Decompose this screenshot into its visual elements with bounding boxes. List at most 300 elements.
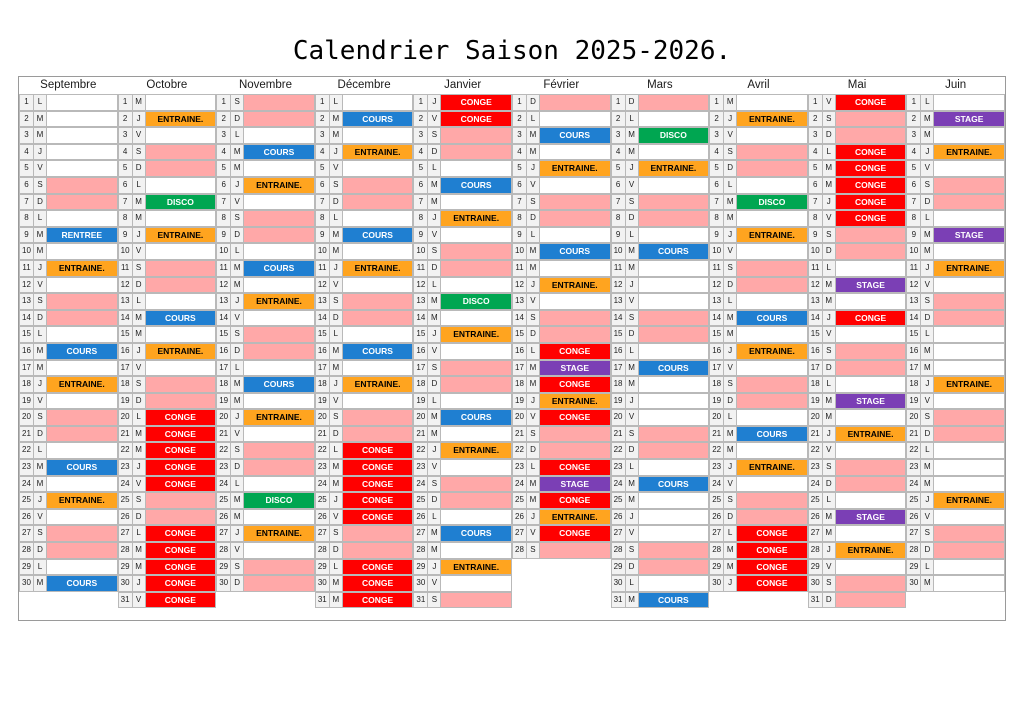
day-event-cell[interactable] — [47, 525, 118, 542]
day-event-cell[interactable] — [737, 144, 808, 161]
day-event-cell[interactable] — [836, 326, 907, 343]
day-event-cell[interactable]: COURS — [244, 376, 315, 393]
day-event-cell[interactable] — [244, 393, 315, 410]
day-event-cell[interactable] — [836, 260, 907, 277]
day-event-cell[interactable]: STAGE — [836, 393, 907, 410]
day-event-cell[interactable]: CONGE — [836, 94, 907, 111]
day-event-cell[interactable] — [639, 94, 710, 111]
day-event-cell[interactable] — [47, 310, 118, 327]
day-event-cell[interactable] — [934, 542, 1005, 559]
day-event-cell[interactable]: ENTRAINE. — [47, 492, 118, 509]
day-event-cell[interactable]: STAGE — [934, 227, 1005, 244]
day-event-cell[interactable]: COURS — [441, 177, 512, 194]
day-event-cell[interactable] — [836, 442, 907, 459]
day-event-cell[interactable] — [737, 94, 808, 111]
day-event-cell[interactable]: CONGE — [540, 376, 611, 393]
day-event-cell[interactable]: CONGE — [540, 409, 611, 426]
day-event-cell[interactable]: COURS — [47, 343, 118, 360]
day-event-cell[interactable] — [244, 542, 315, 559]
day-event-cell[interactable]: COURS — [343, 227, 414, 244]
day-event-cell[interactable] — [244, 94, 315, 111]
day-event-cell[interactable] — [244, 509, 315, 526]
day-event-cell[interactable]: CONGE — [441, 111, 512, 128]
day-event-cell[interactable]: ENTRAINE. — [737, 459, 808, 476]
day-event-cell[interactable] — [343, 293, 414, 310]
day-event-cell[interactable] — [737, 210, 808, 227]
day-event-cell[interactable] — [639, 293, 710, 310]
day-event-cell[interactable] — [343, 310, 414, 327]
day-event-cell[interactable] — [836, 111, 907, 128]
day-event-cell[interactable] — [639, 277, 710, 294]
day-event-cell[interactable]: ENTRAINE. — [47, 260, 118, 277]
day-event-cell[interactable] — [146, 94, 217, 111]
day-event-cell[interactable] — [47, 177, 118, 194]
day-event-cell[interactable]: COURS — [639, 592, 710, 609]
day-event-cell[interactable]: STAGE — [836, 277, 907, 294]
day-event-cell[interactable]: CONGE — [343, 559, 414, 576]
day-event-cell[interactable] — [639, 459, 710, 476]
day-event-cell[interactable] — [639, 575, 710, 592]
day-event-cell[interactable] — [146, 277, 217, 294]
day-event-cell[interactable] — [540, 210, 611, 227]
day-event-cell[interactable] — [244, 277, 315, 294]
day-event-cell[interactable]: DISCO — [737, 194, 808, 211]
day-event-cell[interactable]: COURS — [441, 409, 512, 426]
day-event-cell[interactable]: ENTRAINE. — [343, 260, 414, 277]
day-event-cell[interactable] — [146, 127, 217, 144]
day-event-cell[interactable] — [836, 409, 907, 426]
day-event-cell[interactable] — [836, 227, 907, 244]
day-event-cell[interactable] — [836, 243, 907, 260]
day-event-cell[interactable] — [737, 393, 808, 410]
day-event-cell[interactable] — [47, 326, 118, 343]
day-event-cell[interactable] — [934, 592, 1005, 609]
day-event-cell[interactable] — [836, 360, 907, 377]
day-event-cell[interactable] — [343, 94, 414, 111]
day-event-cell[interactable]: COURS — [47, 459, 118, 476]
day-event-cell[interactable] — [441, 343, 512, 360]
day-event-cell[interactable] — [343, 542, 414, 559]
day-event-cell[interactable] — [441, 592, 512, 609]
day-event-cell[interactable] — [441, 459, 512, 476]
day-event-cell[interactable]: DISCO — [639, 127, 710, 144]
day-event-cell[interactable] — [639, 426, 710, 443]
day-event-cell[interactable] — [441, 376, 512, 393]
day-event-cell[interactable] — [836, 492, 907, 509]
day-event-cell[interactable]: ENTRAINE. — [540, 160, 611, 177]
day-event-cell[interactable]: CONGE — [540, 492, 611, 509]
day-event-cell[interactable]: CONGE — [343, 442, 414, 459]
day-event-cell[interactable]: CONGE — [146, 476, 217, 493]
day-event-cell[interactable]: ENTRAINE. — [441, 442, 512, 459]
day-event-cell[interactable] — [639, 509, 710, 526]
day-event-cell[interactable]: CONGE — [836, 144, 907, 161]
day-event-cell[interactable] — [737, 293, 808, 310]
day-event-cell[interactable] — [934, 310, 1005, 327]
day-event-cell[interactable]: CONGE — [540, 459, 611, 476]
day-event-cell[interactable] — [639, 393, 710, 410]
day-event-cell[interactable] — [934, 409, 1005, 426]
day-event-cell[interactable]: ENTRAINE. — [836, 542, 907, 559]
day-event-cell[interactable] — [47, 144, 118, 161]
day-event-cell[interactable]: COURS — [343, 111, 414, 128]
day-event-cell[interactable]: ENTRAINE. — [146, 111, 217, 128]
day-event-cell[interactable] — [244, 459, 315, 476]
day-event-cell[interactable] — [540, 442, 611, 459]
day-event-cell[interactable] — [737, 509, 808, 526]
day-event-cell[interactable] — [146, 376, 217, 393]
day-event-cell[interactable] — [146, 144, 217, 161]
day-event-cell[interactable] — [47, 127, 118, 144]
day-event-cell[interactable]: CONGE — [343, 592, 414, 609]
day-event-cell[interactable]: ENTRAINE. — [441, 559, 512, 576]
day-event-cell[interactable]: CONGE — [343, 492, 414, 509]
day-event-cell[interactable] — [244, 426, 315, 443]
day-event-cell[interactable] — [244, 360, 315, 377]
day-event-cell[interactable]: CONGE — [737, 525, 808, 542]
day-event-cell[interactable] — [146, 260, 217, 277]
day-event-cell[interactable] — [343, 393, 414, 410]
day-event-cell[interactable] — [441, 277, 512, 294]
day-event-cell[interactable] — [441, 492, 512, 509]
day-event-cell[interactable] — [639, 326, 710, 343]
day-event-cell[interactable] — [146, 293, 217, 310]
day-event-cell[interactable]: ENTRAINE. — [639, 160, 710, 177]
day-event-cell[interactable] — [244, 592, 315, 609]
day-event-cell[interactable] — [441, 509, 512, 526]
day-event-cell[interactable]: COURS — [639, 360, 710, 377]
day-event-cell[interactable]: COURS — [639, 243, 710, 260]
day-event-cell[interactable] — [441, 260, 512, 277]
day-event-cell[interactable] — [639, 542, 710, 559]
day-event-cell[interactable]: COURS — [244, 260, 315, 277]
day-event-cell[interactable] — [441, 127, 512, 144]
day-event-cell[interactable]: ENTRAINE. — [934, 144, 1005, 161]
day-event-cell[interactable] — [540, 293, 611, 310]
day-event-cell[interactable] — [47, 559, 118, 576]
day-event-cell[interactable] — [639, 559, 710, 576]
day-event-cell[interactable]: DISCO — [441, 293, 512, 310]
day-event-cell[interactable] — [540, 144, 611, 161]
day-event-cell[interactable] — [639, 144, 710, 161]
day-event-cell[interactable]: COURS — [244, 144, 315, 161]
day-event-cell[interactable] — [441, 426, 512, 443]
day-event-cell[interactable] — [737, 492, 808, 509]
day-event-cell[interactable]: CONGE — [146, 592, 217, 609]
day-event-cell[interactable]: ENTRAINE. — [737, 343, 808, 360]
day-event-cell[interactable] — [737, 260, 808, 277]
day-event-cell[interactable] — [836, 376, 907, 393]
day-event-cell[interactable] — [146, 492, 217, 509]
day-event-cell[interactable]: CONGE — [737, 542, 808, 559]
day-event-cell[interactable] — [244, 111, 315, 128]
day-event-cell[interactable]: ENTRAINE. — [244, 525, 315, 542]
day-event-cell[interactable] — [146, 243, 217, 260]
day-event-cell[interactable] — [934, 559, 1005, 576]
day-event-cell[interactable] — [737, 409, 808, 426]
day-event-cell[interactable] — [441, 194, 512, 211]
day-event-cell[interactable]: COURS — [737, 310, 808, 327]
day-event-cell[interactable] — [244, 476, 315, 493]
day-event-cell[interactable] — [737, 160, 808, 177]
day-event-cell[interactable] — [737, 442, 808, 459]
day-event-cell[interactable]: COURS — [441, 525, 512, 542]
day-event-cell[interactable] — [244, 575, 315, 592]
day-event-cell[interactable] — [343, 177, 414, 194]
day-event-cell[interactable]: CONGE — [146, 525, 217, 542]
day-event-cell[interactable] — [244, 442, 315, 459]
day-event-cell[interactable] — [934, 442, 1005, 459]
day-event-cell[interactable] — [639, 376, 710, 393]
day-event-cell[interactable] — [934, 293, 1005, 310]
day-event-cell[interactable] — [47, 243, 118, 260]
day-event-cell[interactable] — [146, 393, 217, 410]
day-event-cell[interactable]: STAGE — [934, 111, 1005, 128]
day-event-cell[interactable]: ENTRAINE. — [737, 111, 808, 128]
day-event-cell[interactable]: ENTRAINE. — [836, 426, 907, 443]
day-event-cell[interactable] — [639, 310, 710, 327]
day-event-cell[interactable] — [47, 360, 118, 377]
day-event-cell[interactable]: CONGE — [146, 442, 217, 459]
day-event-cell[interactable] — [934, 426, 1005, 443]
day-event-cell[interactable] — [343, 194, 414, 211]
day-event-cell[interactable] — [836, 559, 907, 576]
day-event-cell[interactable] — [343, 409, 414, 426]
day-event-cell[interactable] — [639, 111, 710, 128]
day-event-cell[interactable]: ENTRAINE. — [540, 509, 611, 526]
day-event-cell[interactable] — [47, 426, 118, 443]
day-event-cell[interactable] — [47, 476, 118, 493]
day-event-cell[interactable] — [737, 360, 808, 377]
day-event-cell[interactable] — [737, 177, 808, 194]
day-event-cell[interactable]: CONGE — [737, 575, 808, 592]
day-event-cell[interactable]: STAGE — [540, 360, 611, 377]
day-event-cell[interactable] — [540, 310, 611, 327]
day-event-cell[interactable] — [47, 393, 118, 410]
day-event-cell[interactable] — [836, 459, 907, 476]
day-event-cell[interactable] — [441, 144, 512, 161]
day-event-cell[interactable] — [540, 326, 611, 343]
day-event-cell[interactable]: COURS — [540, 127, 611, 144]
day-event-cell[interactable] — [639, 260, 710, 277]
day-event-cell[interactable] — [639, 409, 710, 426]
day-event-cell[interactable]: ENTRAINE. — [441, 210, 512, 227]
day-event-cell[interactable] — [343, 525, 414, 542]
day-event-cell[interactable]: ENTRAINE. — [244, 177, 315, 194]
day-event-cell[interactable] — [343, 210, 414, 227]
day-event-cell[interactable] — [343, 326, 414, 343]
day-event-cell[interactable]: ENTRAINE. — [934, 260, 1005, 277]
day-event-cell[interactable]: CONGE — [737, 559, 808, 576]
day-event-cell[interactable] — [540, 227, 611, 244]
day-event-cell[interactable] — [441, 227, 512, 244]
day-event-cell[interactable]: ENTRAINE. — [540, 393, 611, 410]
day-event-cell[interactable] — [737, 592, 808, 609]
day-event-cell[interactable] — [639, 194, 710, 211]
day-event-cell[interactable] — [737, 243, 808, 260]
day-event-cell[interactable] — [836, 293, 907, 310]
day-event-cell[interactable] — [441, 160, 512, 177]
day-event-cell[interactable] — [441, 393, 512, 410]
day-event-cell[interactable] — [540, 260, 611, 277]
day-event-cell[interactable] — [737, 476, 808, 493]
day-event-cell[interactable] — [540, 592, 611, 609]
day-event-cell[interactable] — [934, 525, 1005, 542]
day-event-cell[interactable] — [639, 442, 710, 459]
day-event-cell[interactable] — [244, 227, 315, 244]
day-event-cell[interactable]: CONGE — [540, 525, 611, 542]
day-event-cell[interactable] — [934, 94, 1005, 111]
day-event-cell[interactable] — [244, 160, 315, 177]
day-event-cell[interactable] — [737, 326, 808, 343]
day-event-cell[interactable] — [540, 111, 611, 128]
day-event-cell[interactable] — [540, 559, 611, 576]
day-event-cell[interactable]: CONGE — [343, 476, 414, 493]
day-event-cell[interactable] — [343, 243, 414, 260]
day-event-cell[interactable] — [47, 409, 118, 426]
day-event-cell[interactable] — [934, 575, 1005, 592]
day-event-cell[interactable] — [47, 194, 118, 211]
day-event-cell[interactable] — [934, 243, 1005, 260]
day-event-cell[interactable] — [47, 542, 118, 559]
day-event-cell[interactable] — [639, 343, 710, 360]
day-event-cell[interactable] — [639, 227, 710, 244]
day-event-cell[interactable] — [540, 94, 611, 111]
day-event-cell[interactable] — [244, 343, 315, 360]
day-event-cell[interactable] — [934, 277, 1005, 294]
day-event-cell[interactable]: CONGE — [343, 509, 414, 526]
day-event-cell[interactable] — [639, 525, 710, 542]
day-event-cell[interactable] — [934, 459, 1005, 476]
day-event-cell[interactable] — [836, 127, 907, 144]
day-event-cell[interactable] — [934, 509, 1005, 526]
day-event-cell[interactable] — [244, 559, 315, 576]
day-event-cell[interactable] — [639, 492, 710, 509]
day-event-cell[interactable] — [540, 426, 611, 443]
day-event-cell[interactable] — [639, 210, 710, 227]
day-event-cell[interactable]: COURS — [146, 310, 217, 327]
day-event-cell[interactable] — [836, 476, 907, 493]
day-event-cell[interactable]: CONGE — [146, 575, 217, 592]
day-event-cell[interactable] — [540, 194, 611, 211]
day-event-cell[interactable]: ENTRAINE. — [737, 227, 808, 244]
day-event-cell[interactable] — [836, 343, 907, 360]
day-event-cell[interactable] — [343, 160, 414, 177]
day-event-cell[interactable]: ENTRAINE. — [934, 376, 1005, 393]
day-event-cell[interactable]: DISCO — [244, 492, 315, 509]
day-event-cell[interactable] — [934, 326, 1005, 343]
day-event-cell[interactable]: CONGE — [146, 559, 217, 576]
day-event-cell[interactable] — [934, 393, 1005, 410]
day-event-cell[interactable]: CONGE — [836, 310, 907, 327]
day-event-cell[interactable] — [934, 343, 1005, 360]
day-event-cell[interactable]: CONGE — [146, 542, 217, 559]
day-event-cell[interactable] — [934, 127, 1005, 144]
day-event-cell[interactable] — [146, 177, 217, 194]
day-event-cell[interactable]: CONGE — [146, 409, 217, 426]
day-event-cell[interactable] — [540, 177, 611, 194]
day-event-cell[interactable] — [441, 360, 512, 377]
day-event-cell[interactable] — [737, 127, 808, 144]
day-event-cell[interactable] — [47, 277, 118, 294]
day-event-cell[interactable]: COURS — [639, 476, 710, 493]
day-event-cell[interactable]: CONGE — [441, 94, 512, 111]
day-event-cell[interactable]: ENTRAINE. — [244, 409, 315, 426]
day-event-cell[interactable]: CONGE — [540, 343, 611, 360]
day-event-cell[interactable]: ENTRAINE. — [146, 343, 217, 360]
day-event-cell[interactable] — [343, 426, 414, 443]
day-event-cell[interactable] — [146, 326, 217, 343]
day-event-cell[interactable]: ENTRAINE. — [441, 326, 512, 343]
day-event-cell[interactable] — [146, 160, 217, 177]
day-event-cell[interactable] — [441, 243, 512, 260]
day-event-cell[interactable] — [244, 243, 315, 260]
day-event-cell[interactable]: CONGE — [836, 160, 907, 177]
day-event-cell[interactable]: CONGE — [836, 177, 907, 194]
day-event-cell[interactable] — [244, 326, 315, 343]
day-event-cell[interactable]: CONGE — [146, 459, 217, 476]
day-event-cell[interactable] — [146, 509, 217, 526]
day-event-cell[interactable]: CONGE — [836, 194, 907, 211]
day-event-cell[interactable] — [737, 277, 808, 294]
day-event-cell[interactable]: ENTRAINE. — [540, 277, 611, 294]
day-event-cell[interactable] — [146, 360, 217, 377]
day-event-cell[interactable] — [47, 442, 118, 459]
day-event-cell[interactable] — [836, 575, 907, 592]
day-event-cell[interactable]: STAGE — [540, 476, 611, 493]
day-event-cell[interactable]: ENTRAINE. — [934, 492, 1005, 509]
day-event-cell[interactable]: CONGE — [343, 575, 414, 592]
day-event-cell[interactable] — [47, 509, 118, 526]
day-event-cell[interactable] — [540, 575, 611, 592]
day-event-cell[interactable] — [836, 525, 907, 542]
day-event-cell[interactable]: ENTRAINE. — [146, 227, 217, 244]
day-event-cell[interactable]: COURS — [47, 575, 118, 592]
day-event-cell[interactable] — [47, 210, 118, 227]
day-event-cell[interactable]: ENTRAINE. — [47, 376, 118, 393]
day-event-cell[interactable] — [343, 127, 414, 144]
day-event-cell[interactable] — [47, 111, 118, 128]
day-event-cell[interactable] — [441, 476, 512, 493]
day-event-cell[interactable] — [244, 127, 315, 144]
day-event-cell[interactable] — [540, 542, 611, 559]
day-event-cell[interactable] — [934, 360, 1005, 377]
day-event-cell[interactable] — [934, 194, 1005, 211]
day-event-cell[interactable] — [737, 376, 808, 393]
day-event-cell[interactable] — [244, 210, 315, 227]
day-event-cell[interactable]: CONGE — [343, 459, 414, 476]
day-event-cell[interactable]: ENTRAINE. — [343, 144, 414, 161]
day-event-cell[interactable]: COURS — [343, 343, 414, 360]
day-event-cell[interactable]: RENTREE — [47, 227, 118, 244]
day-event-cell[interactable]: ENTRAINE. — [244, 293, 315, 310]
day-event-cell[interactable] — [47, 293, 118, 310]
day-event-cell[interactable] — [934, 160, 1005, 177]
day-event-cell[interactable]: ENTRAINE. — [343, 376, 414, 393]
day-event-cell[interactable] — [146, 210, 217, 227]
day-event-cell[interactable]: COURS — [737, 426, 808, 443]
day-event-cell[interactable] — [47, 592, 118, 609]
day-event-cell[interactable] — [441, 542, 512, 559]
day-event-cell[interactable] — [836, 592, 907, 609]
day-event-cell[interactable] — [934, 210, 1005, 227]
day-event-cell[interactable] — [244, 310, 315, 327]
day-event-cell[interactable]: COURS — [540, 243, 611, 260]
day-event-cell[interactable]: CONGE — [836, 210, 907, 227]
day-event-cell[interactable]: DISCO — [146, 194, 217, 211]
day-event-cell[interactable] — [47, 94, 118, 111]
day-event-cell[interactable] — [441, 310, 512, 327]
